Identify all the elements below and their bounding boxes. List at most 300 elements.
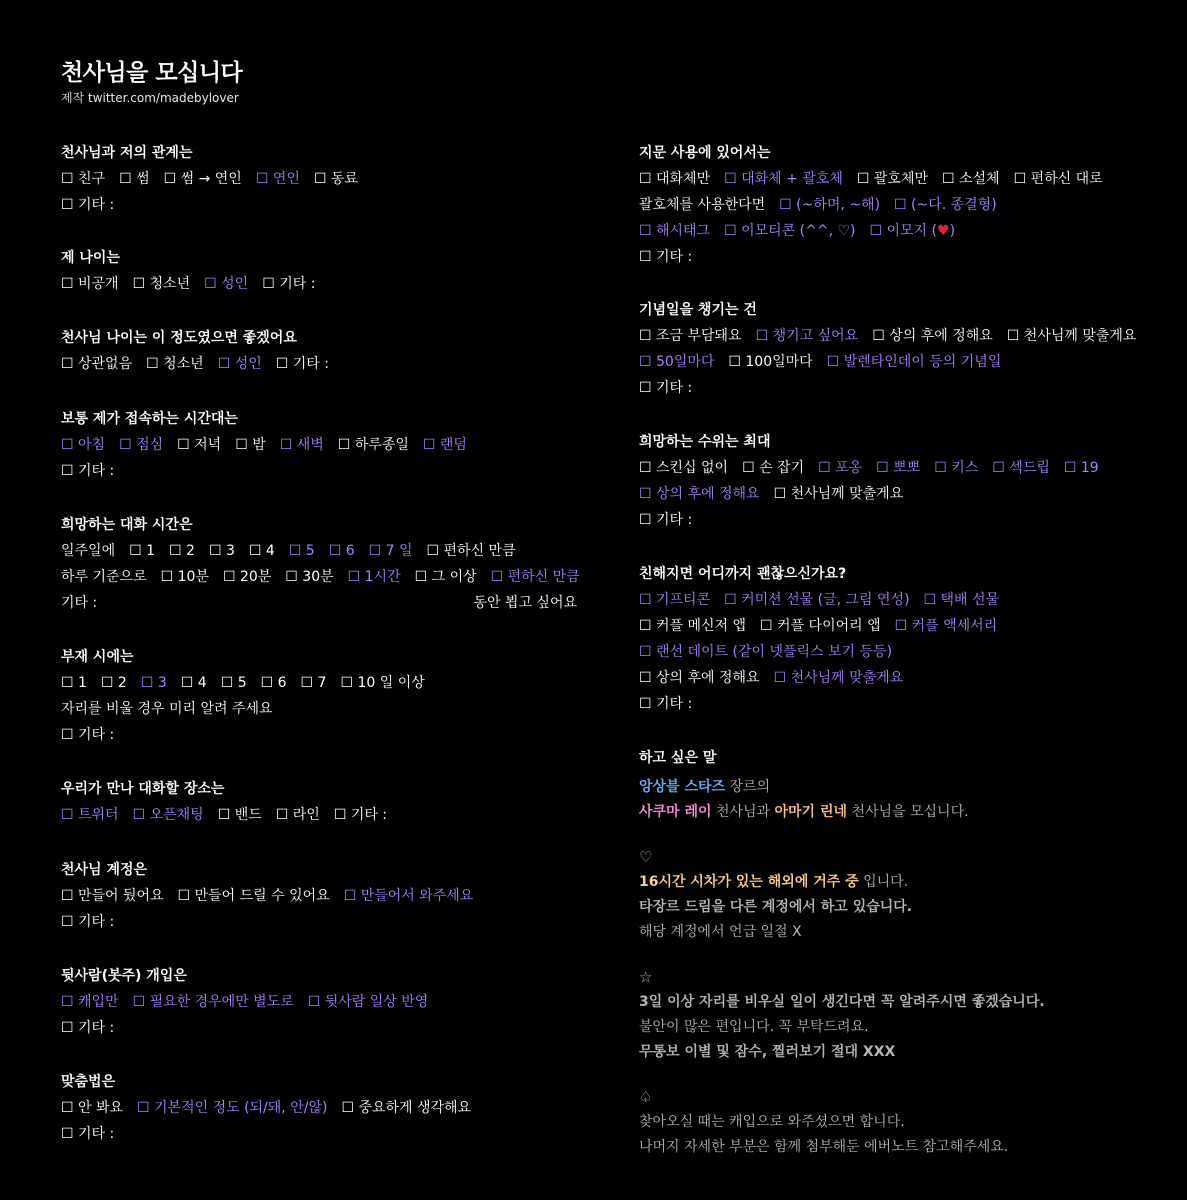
- timezone-suffix: 입니다.: [858, 874, 909, 890]
- option-label: ☐ 3: [208, 543, 235, 559]
- section-partner-age: [61, 325, 601, 377]
- checkbox-option[interactable]: [261, 670, 287, 696]
- row-label: [61, 590, 97, 616]
- option-label: ☐ 기타 :: [61, 463, 115, 479]
- option-row: [639, 218, 1159, 244]
- option-label: ☐ 청소년: [132, 276, 191, 292]
- option-label: ☐ 6: [328, 543, 355, 559]
- checkbox-option[interactable]: [344, 883, 474, 909]
- checkbox-option[interactable]: [61, 909, 114, 935]
- option-label: ☐ 괄호체만: [856, 171, 928, 187]
- option-label: ☐ 기본적인 정도 (되/돼, 안/않): [137, 1100, 328, 1116]
- option-label: ☐ 기타 :: [639, 380, 693, 396]
- option-row: [61, 883, 601, 909]
- checkbox-option[interactable]: [340, 670, 424, 696]
- chars-end: 천사님을 모십니다.: [847, 804, 969, 820]
- option-label: ☐ 라인: [275, 807, 320, 823]
- message-block: [639, 745, 1159, 1160]
- option-label: ☐ 비공개: [61, 276, 119, 292]
- checkbox-option[interactable]: [301, 670, 327, 696]
- checkbox-option[interactable]: [181, 670, 207, 696]
- option-label: ☐ 썸 → 연인: [163, 171, 242, 187]
- option-label: ☐ 20분: [222, 569, 272, 585]
- option-label: ☐ 만들어 뒀어요: [61, 888, 164, 904]
- option-label: ☐ 커플 액세서리: [894, 618, 998, 634]
- option-label: ☐ 대화체 + 괄호체: [724, 171, 843, 187]
- option-row: [639, 192, 1159, 218]
- checkbox-option[interactable]: [341, 1095, 471, 1121]
- option-label: ☐ 섹드립: [992, 460, 1050, 476]
- section-title: 천사님 계정은: [61, 862, 148, 878]
- checkbox-option[interactable]: [262, 271, 315, 297]
- checkbox-option[interactable]: [870, 218, 956, 244]
- option-row: [61, 538, 601, 564]
- no-mention-text: 해당 계정에서 언급 일절 X: [639, 924, 802, 940]
- option-label: ☐ 발렌타인데이 등의 기념일: [826, 354, 1002, 370]
- section-online-time: [61, 406, 601, 484]
- row-suffix: 동안 뵙고 싶어요: [473, 595, 577, 611]
- section-anniv: [639, 297, 1159, 401]
- option-label: ☐ 커플 메신저 앱: [639, 618, 747, 634]
- absence-request-text: 3일 이상 자리를 비우실 일이 생긴다면 꼭 알려주시면 좋겠습니다.: [639, 994, 1045, 1010]
- char-1: 사쿠마 레이: [639, 804, 712, 820]
- option-label: ☐ 2: [169, 543, 195, 559]
- option-row: [61, 432, 601, 458]
- checkbox-option[interactable]: [61, 670, 87, 696]
- option-label: ☐ 동료: [313, 171, 358, 187]
- checkbox-option[interactable]: [818, 455, 862, 481]
- spade-outline-icon: ♤: [639, 1088, 653, 1106]
- checkbox-option[interactable]: [491, 564, 580, 590]
- rest-text: 나머지 자세한 부분은 함께 첨부해둔 에버노트 참고해주세요.: [639, 1139, 1009, 1155]
- section-title: 기념일을 챙기는 건: [639, 302, 757, 318]
- option-label: ☐ (~하며, ~해): [779, 197, 881, 213]
- section-title: 지문 사용에 있어서는: [639, 145, 771, 161]
- checkbox-option[interactable]: [209, 538, 235, 564]
- option-label: ☐ 5: [288, 543, 315, 559]
- option-label: ☐ 기프티콘: [639, 592, 711, 608]
- section-title: 희망하는 수위는 최대: [639, 434, 771, 450]
- checkbox-option[interactable]: [61, 1095, 123, 1121]
- option-label: ☐ 연인: [255, 171, 300, 187]
- section-title: 보통 제가 접속하는 시간대는: [61, 411, 238, 427]
- checkbox-option[interactable]: [639, 587, 710, 613]
- checkbox-option[interactable]: [639, 375, 692, 401]
- option-label: ☐ 해시태그: [639, 223, 711, 239]
- genre-name: 앙상블 스타즈: [639, 779, 726, 795]
- option-label: ☐ 그 이상: [414, 569, 477, 585]
- heart-outline-icon: ♡: [639, 848, 653, 866]
- option-label: ☐ 오픈채팅: [132, 807, 204, 823]
- checkbox-option[interactable]: [141, 670, 167, 696]
- option-label: ☐ 키스: [934, 460, 979, 476]
- option-label-close: ): [949, 223, 956, 239]
- section-title: 친해지면 어디까지 괜찮으신가요?: [639, 566, 847, 582]
- checkbox-option[interactable]: [129, 538, 155, 564]
- char-2: 아마기 린네: [774, 804, 847, 820]
- option-label: ☐ 필요한 경우에만 별도로: [132, 994, 294, 1010]
- checkbox-option[interactable]: [218, 802, 262, 828]
- checkbox-option[interactable]: [285, 564, 333, 590]
- option-label: ☐ 캐입만: [61, 994, 119, 1010]
- option-row: [639, 587, 1159, 613]
- option-label: 자리를 비울 경우 미리 알려 주세요: [61, 701, 273, 717]
- checkbox-option[interactable]: [639, 349, 714, 375]
- section-chat-time: [61, 512, 601, 616]
- section-title: 우리가 만나 대화할 장소는: [61, 781, 225, 797]
- checkbox-option[interactable]: [178, 883, 330, 909]
- option-label: ☐ 스킨십 없이: [639, 460, 729, 476]
- checkbox-option[interactable]: [61, 802, 119, 828]
- checkbox-option[interactable]: [61, 351, 132, 377]
- section-absence: [61, 644, 601, 748]
- option-label: ☐ 중요하게 생각해요: [341, 1100, 472, 1116]
- checkbox-option[interactable]: [308, 989, 429, 1015]
- option-row: [61, 192, 601, 218]
- checkbox-option[interactable]: [101, 670, 127, 696]
- option-label: 일주일에: [61, 543, 116, 559]
- option-label: ☐ 기타 :: [639, 696, 693, 712]
- option-label: ☐ 50일마다: [639, 354, 715, 370]
- option-label: ☐ 랜덤: [422, 437, 467, 453]
- checkbox-option[interactable]: [119, 166, 150, 192]
- option-label: ☐ 기타 :: [639, 512, 693, 528]
- option-row: [61, 722, 601, 748]
- option-row: [61, 271, 601, 297]
- credit: 제작 twitter.com/madebylover: [61, 91, 239, 105]
- option-label: ☐ 점심: [119, 437, 164, 453]
- option-label: ☐ 10 일 이상: [340, 675, 425, 691]
- option-label: ☐ 기타 :: [61, 1020, 115, 1036]
- option-label: 기타 :: [61, 595, 98, 611]
- checkbox-option[interactable]: [779, 192, 880, 218]
- checkbox-option[interactable]: [133, 271, 191, 297]
- option-row: [639, 639, 1159, 665]
- option-label: ☐ 밴드: [217, 807, 262, 823]
- checkbox-option[interactable]: [177, 432, 221, 458]
- option-label: ☐ 트위터: [61, 807, 119, 823]
- option-row: [61, 670, 601, 696]
- visit-text: 찾아오실 때는 캐입으로 와주셨으면 합니다.: [639, 1114, 905, 1130]
- checkbox-option[interactable]: [348, 564, 401, 590]
- option-label: ☐ 포옹: [818, 460, 863, 476]
- option-label: ☐ 천사님께 맞출게요: [1006, 328, 1137, 344]
- option-label: ☐ 기타 :: [333, 807, 388, 823]
- section-my-age: [61, 245, 601, 297]
- checkbox-option[interactable]: [934, 455, 978, 481]
- anxious-text: 불안이 많은 편입니다. 꼭 부탁드려요.: [639, 1019, 869, 1035]
- option-label: ☐ (~다. 종결형): [894, 197, 997, 213]
- option-label: ☐ 상관없음: [61, 356, 133, 372]
- checkbox-option[interactable]: [774, 481, 904, 507]
- checkbox-option[interactable]: [756, 323, 859, 349]
- checkbox-option[interactable]: [256, 166, 300, 192]
- option-row: [639, 613, 1159, 639]
- checkbox-option[interactable]: [146, 351, 204, 377]
- option-label: ☐ 성인: [217, 356, 262, 372]
- checkbox-option[interactable]: [61, 271, 119, 297]
- checkbox-option[interactable]: [338, 432, 409, 458]
- checkbox-option[interactable]: [423, 432, 467, 458]
- section-place: [61, 776, 601, 828]
- warning-text: 무통보 이별 및 잠수, 찔러보기 절대 XXX: [639, 1044, 896, 1060]
- heart-icon: ♥: [937, 223, 950, 239]
- option-label: ☐ 기타 :: [61, 914, 115, 930]
- option-row: [61, 802, 601, 828]
- checkbox-option[interactable]: [169, 538, 195, 564]
- option-row: [639, 507, 1159, 533]
- option-label: ☐ 1: [61, 675, 87, 691]
- option-label: ☐ 19: [1063, 460, 1099, 476]
- checkbox-option[interactable]: [639, 166, 710, 192]
- option-row: [639, 349, 1159, 375]
- option-label: ☐ 1: [129, 543, 156, 559]
- option-label: ☐ 이모티콘 (^^, ♡): [724, 223, 856, 239]
- option-row: [61, 564, 601, 590]
- option-label: ☐ 천사님께 맞출게요: [773, 486, 904, 502]
- row-label: [639, 192, 765, 218]
- option-row: [639, 455, 1159, 481]
- other-genre-text: 타장르 드림을 다른 계정에서 하고 있습니다.: [639, 899, 913, 915]
- checkbox-option[interactable]: [724, 587, 909, 613]
- option-label: ☐ 4: [180, 675, 207, 691]
- option-row: [639, 665, 1159, 691]
- section-title: 희망하는 대화 시간은: [61, 517, 193, 533]
- option-label: ☐ 성인: [204, 276, 249, 292]
- option-row: [639, 691, 1159, 717]
- checkbox-option[interactable]: [760, 613, 881, 639]
- option-row: [61, 696, 601, 722]
- checkbox-option[interactable]: [639, 507, 692, 533]
- checkbox-option[interactable]: [221, 670, 247, 696]
- option-label: ☐ 7 일: [368, 543, 413, 559]
- checkbox-option[interactable]: [235, 432, 266, 458]
- checkbox-option[interactable]: [724, 218, 855, 244]
- option-label: ☐ 2: [100, 675, 127, 691]
- section-title: 제 나이는: [61, 250, 120, 266]
- star-outline-icon: ☆: [639, 968, 653, 986]
- checkbox-option[interactable]: [639, 455, 728, 481]
- checkbox-option[interactable]: [427, 538, 516, 564]
- option-label: ☐ 아침: [61, 437, 106, 453]
- checkbox-option[interactable]: [280, 432, 324, 458]
- checkbox-option[interactable]: [1014, 166, 1103, 192]
- row-label: [61, 538, 115, 564]
- section-close: [639, 561, 1159, 717]
- checkbox-option[interactable]: [289, 538, 315, 564]
- option-label: ☐ 썸: [119, 171, 150, 187]
- checkbox-option[interactable]: [415, 564, 477, 590]
- section-title: 맞춤법은: [61, 1074, 116, 1090]
- checkbox-option[interactable]: [742, 455, 804, 481]
- section-level: [639, 429, 1159, 533]
- option-label: ☐ 상의 후에 정해요: [639, 486, 760, 502]
- section-style: [639, 140, 1159, 270]
- option-label: ☐ 친구: [61, 171, 106, 187]
- checkbox-option[interactable]: [639, 244, 692, 270]
- option-label: ☐ 5: [220, 675, 247, 691]
- checkbox-option[interactable]: [924, 587, 1000, 613]
- option-label: ☐ 커미션 선물 (글, 그림 연성): [724, 592, 910, 608]
- option-label: ☐ 1시간: [347, 569, 401, 585]
- checkbox-option[interactable]: [639, 218, 710, 244]
- checkbox-option[interactable]: [137, 1095, 327, 1121]
- option-label: ☐ 7: [300, 675, 327, 691]
- checkbox-option[interactable]: [728, 349, 812, 375]
- checkbox-option[interactable]: [61, 192, 114, 218]
- option-label: ☐ 소설체: [942, 171, 1000, 187]
- chars-mid: 천사님과: [711, 804, 775, 820]
- option-label: ☐ 뒷사람 일상 반영: [307, 994, 429, 1010]
- checkbox-option[interactable]: [161, 564, 209, 590]
- checkbox-option[interactable]: [61, 883, 164, 909]
- checkbox-option[interactable]: [894, 192, 997, 218]
- message-title: 하고 싶은 말: [639, 750, 717, 766]
- option-row: [61, 1015, 601, 1041]
- section-title: 부재 시에는: [61, 649, 134, 665]
- option-label: ☐ 4: [248, 543, 275, 559]
- checkbox-option[interactable]: [329, 538, 355, 564]
- checkbox-option[interactable]: [223, 564, 271, 590]
- option-label: ☐ 6: [260, 675, 287, 691]
- option-row: [61, 351, 601, 377]
- section-backstage: [61, 963, 601, 1041]
- checkbox-option[interactable]: [942, 166, 1000, 192]
- message-line-chars: [639, 800, 1159, 825]
- checkbox-option[interactable]: [895, 613, 998, 639]
- checkbox-option[interactable]: [204, 271, 248, 297]
- checkbox-option[interactable]: [639, 639, 892, 665]
- option-label: ☐ 챙기고 싶어요: [755, 328, 859, 344]
- checkbox-option[interactable]: [639, 665, 760, 691]
- section-title: 천사님 나이는 이 정도였으면 좋겠어요: [61, 330, 297, 346]
- option-row: [639, 166, 1159, 192]
- checkbox-option[interactable]: [61, 722, 114, 748]
- option-label: ☐ 100일마다: [728, 354, 813, 370]
- option-row: [61, 989, 601, 1015]
- option-row: [639, 481, 1159, 507]
- checkbox-option[interactable]: [164, 166, 242, 192]
- option-label: ☐ 편하신 만큼: [490, 569, 580, 585]
- option-row: [61, 590, 601, 616]
- option-label: ☐ 편하신 대로: [1013, 171, 1103, 187]
- checkbox-option[interactable]: [61, 1121, 114, 1147]
- checkbox-option[interactable]: [639, 481, 760, 507]
- option-label: ☐ 안 봐요: [61, 1100, 124, 1116]
- option-label: 하루 기준으로: [61, 569, 147, 585]
- option-label: ☐ 밤: [235, 437, 266, 453]
- checkbox-option[interactable]: [314, 166, 358, 192]
- option-label: ☐ 이모지 (: [869, 223, 937, 239]
- message-line-tz: [639, 870, 1159, 895]
- section-relation: [61, 140, 601, 218]
- checkbox-option[interactable]: [1007, 323, 1137, 349]
- option-label: ☐ 손 잡기: [742, 460, 805, 476]
- option-label: ☐ 하루종일: [337, 437, 409, 453]
- checkbox-option[interactable]: [639, 613, 746, 639]
- checkbox-option[interactable]: [639, 323, 742, 349]
- option-label: ☐ 청소년: [146, 356, 204, 372]
- checkbox-option[interactable]: [61, 166, 105, 192]
- checkbox-option[interactable]: [61, 458, 114, 484]
- option-label: ☐ 조금 부담돼요: [639, 328, 742, 344]
- option-label: ☐ 택배 선물: [923, 592, 1000, 608]
- checkbox-option[interactable]: [276, 802, 320, 828]
- option-label: ☐ 만들어서 와주세요: [343, 888, 474, 904]
- option-label: ☐ 상의 후에 정해요: [639, 670, 760, 686]
- option-label: ☐ 뽀뽀: [876, 460, 921, 476]
- checkbox-option[interactable]: [61, 432, 105, 458]
- section-spelling: [61, 1069, 601, 1147]
- option-label: ☐ 30분: [285, 569, 334, 585]
- checkbox-option[interactable]: [119, 432, 163, 458]
- option-row: [639, 323, 1159, 349]
- checkbox-option[interactable]: [827, 349, 1002, 375]
- option-label: ☐ 기타 :: [61, 197, 115, 213]
- option-label: ☐ 만들어 드릴 수 있어요: [177, 888, 330, 904]
- option-label: ☐ 저녁: [177, 437, 222, 453]
- option-row: [61, 1095, 601, 1121]
- checkbox-option[interactable]: [992, 455, 1050, 481]
- option-label: ☐ 기타 :: [262, 276, 316, 292]
- checkbox-option[interactable]: [276, 351, 329, 377]
- option-label: ☐ 커플 다이어리 앱: [760, 618, 881, 634]
- checkbox-option[interactable]: [61, 989, 119, 1015]
- checkbox-option[interactable]: [639, 691, 692, 717]
- option-label: 괄호체를 사용한다면: [639, 197, 766, 213]
- option-label: ☐ 새벽: [279, 437, 324, 453]
- checkbox-option[interactable]: [872, 323, 993, 349]
- page-title: 천사님을 모십니다: [61, 60, 243, 86]
- timezone-text: 16시간 시차가 있는 해외에 거주 중: [639, 874, 859, 890]
- option-row: [61, 458, 601, 484]
- option-row: [639, 375, 1159, 401]
- row-label: [61, 564, 147, 590]
- checkbox-option[interactable]: [61, 1015, 114, 1041]
- option-row: [61, 909, 601, 935]
- option-label: ☐ 기타 :: [639, 249, 693, 265]
- option-label: ☐ 천사님께 맞출게요: [773, 670, 904, 686]
- checkbox-option[interactable]: [1064, 455, 1099, 481]
- checkbox-option[interactable]: [133, 989, 294, 1015]
- checkbox-option[interactable]: [724, 166, 843, 192]
- option-row: [61, 1121, 601, 1147]
- option-row: [61, 166, 601, 192]
- section-title: 천사님과 저의 관계는: [61, 145, 193, 161]
- option-label: ☐ 기타 :: [275, 356, 329, 372]
- genre-suffix: 장르의: [725, 779, 771, 795]
- message-line-genre: [639, 775, 1159, 800]
- section-title: 뒷사람(봇주) 개입은: [61, 968, 187, 984]
- option-label: ☐ 기타 :: [61, 727, 115, 743]
- checkbox-option[interactable]: [857, 166, 928, 192]
- row-label: [61, 696, 273, 722]
- section-account: [61, 857, 601, 935]
- option-label: ☐ 대화체만: [639, 171, 711, 187]
- checkbox-option[interactable]: [334, 802, 387, 828]
- option-row: [639, 244, 1159, 270]
- checkbox-option[interactable]: [774, 665, 904, 691]
- checkbox-option[interactable]: [249, 538, 275, 564]
- checkbox-option[interactable]: [218, 351, 262, 377]
- option-label: ☐ 편하신 만큼: [426, 543, 516, 559]
- checkbox-option[interactable]: [876, 455, 920, 481]
- checkbox-option[interactable]: [369, 538, 413, 564]
- option-label: ☐ 10분: [160, 569, 209, 585]
- option-label: ☐ 3: [140, 675, 167, 691]
- checkbox-option[interactable]: [133, 802, 204, 828]
- option-label: ☐ 기타 :: [61, 1126, 115, 1142]
